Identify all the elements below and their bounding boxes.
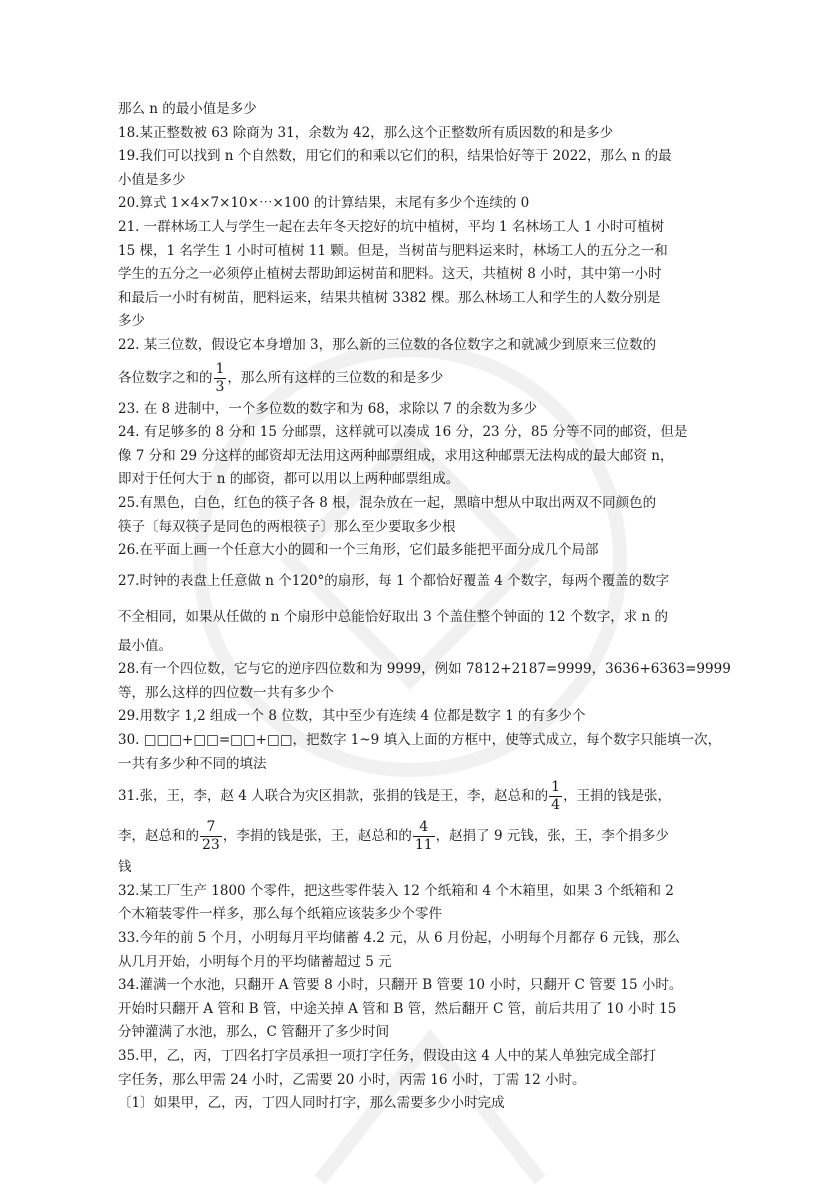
- angle-value: 120°: [291, 572, 325, 589]
- fraction-denominator: 23: [202, 837, 220, 854]
- text-segment: 的扇形，每 1 个都恰好覆盖 4 个数字，每两个覆盖的数字: [324, 572, 670, 589]
- text-line: 22. 某三位数，假设它本身增加 3，那么新的三位数的各位数字之和就减少到原来三位数的: [118, 336, 657, 353]
- text-line: 24. 有足够多的 8 分和 15 分邮票，这样就可以凑成 16 分，23 分，85 分等不同的邮资，但是: [118, 424, 688, 441]
- text-segment: ，赵捐了 9 元钱，张，王，李个捐多少: [435, 828, 669, 845]
- text-line: 一共有多少种不同的填法: [118, 755, 267, 772]
- text-line: 〔1〕如果甲，乙，丙，丁四人同时打字，那么需要多少小时完成: [118, 1095, 505, 1112]
- text-segment: 31.张，王，李，赵 4 人联合为灾区捐款，张捐的钱是王，李，赵总和的: [118, 788, 549, 805]
- text-line: 26.在平面上画一个任意大小的圆和一个三角形，它们最多能把平面分成几个局部: [118, 542, 599, 559]
- text-line: 那么 n 的最小值是多少: [118, 101, 257, 117]
- text-line: 个木箱装零件一样多，那么每个纸箱应该装多少个零件: [118, 906, 442, 923]
- text-line: 19.我们可以找到 n 个自然数，用它们的和乘以它们的积，结果恰好等于 2022，那么 n 的最: [118, 148, 672, 165]
- text-line: 18.某正整数被 63 除商为 31，余数为 42，那么这个正整数所有质因数的和是多少: [118, 124, 614, 141]
- text-line: 开始时只翻开 A 管和 B 管，中途关掉 A 管和 B 管，然后翻开 C 管，前后共用了 10 小时 15: [118, 1000, 677, 1017]
- text-line: 15 棵，1 名学生 1 小时可植树 11 颗。但是，当树苗与肥料运来时，林场工人的五分之一和: [118, 242, 668, 259]
- text-line: 33.今年的前 5 个月，小明每月平均储蓄 4.2 元，从 6 月份起，小明每个月都存 6 元钱，那么: [118, 930, 681, 947]
- text-line: 不全相同，如果从任做的 n 个扇形中总能恰好取出 3 个盖住整个钟面的 12 个数字，求 n 的: [118, 608, 668, 625]
- text-line: 30. □□□+□□=□□+□□，把数字 1~9 填入上面的方框中，使等式成立，每个数字只能填一次，: [118, 732, 722, 749]
- text-line: 筷子〔每双筷子是同色的两根筷子〕那么至少要取多少根: [118, 518, 456, 535]
- fraction-numerator: 7: [200, 819, 222, 837]
- text-line: 28.有一个四位数，它与它的逆序四位数和为 9999，例如 7812+2187=9999，3636+6363=9999: [118, 661, 731, 678]
- text-line-with-fraction: [118, 816, 718, 856]
- text-line: 多少: [118, 313, 145, 330]
- text-line: 34.灌满一个水池，只翻开 A 管要 8 小时，只翻开 B 管要 10 小时，只翻开 C 管要 15 小时。: [118, 977, 683, 994]
- fraction-denominator: 3: [215, 378, 225, 395]
- text-line-with-fraction: [118, 776, 718, 816]
- problem-text: [118, 98, 731, 1116]
- fraction-denominator: 4: [551, 797, 561, 814]
- text-line: 钱: [118, 859, 132, 876]
- text-line: 学生的五分之一必须停止植树去帮助卸运树苗和肥料。这天，共植树 8 小时，其中第一小时: [118, 266, 662, 283]
- text-segment: 27.时钟的表盘上任意做 n 个: [118, 572, 292, 589]
- fraction: [549, 779, 562, 814]
- text-segment: ，李捐的钱是张，王，赵总和的: [222, 828, 412, 845]
- text-line: 23. 在 8 进制中，一个多位数的数字和为 68，求除以 7 的余数为多少: [118, 400, 538, 417]
- text-line: 最小值。: [118, 637, 172, 654]
- text-line: 29.用数字 1,2 组成一个 8 位数，其中至少有连续 4 位都是数字 1 的有多少个: [118, 708, 586, 725]
- fraction: [200, 819, 222, 854]
- text-line: 分钟灌满了水池，那么，C 管翻开了多少时间: [118, 1024, 390, 1041]
- text-line: 和最后一小时有树苗，肥料运来，结果共植树 3382 棵。那么林场工人和学生的人数分别是: [118, 289, 661, 306]
- text-line: 小值是多少: [118, 171, 186, 188]
- text-line: 等，那么这样的四位数一共有多少个: [118, 684, 334, 701]
- text-segment: 李，赵总和的: [118, 828, 199, 845]
- fraction-numerator: 1: [551, 779, 561, 796]
- text-line-with-fraction: [118, 358, 718, 398]
- text-line: 32.某工厂生产 1800 个零件，把这些零件装入 12 个纸箱和 4 个木箱里，如果 3 个纸箱和 2: [118, 882, 674, 899]
- text-line: 字任务，那么甲需 24 小时，乙需要 20 小时，丙需 16 小时，丁需 12 小时。: [118, 1071, 586, 1088]
- text-line: 即对于任何大于 n 的邮资，都可以用以上两种邮票组成。: [118, 471, 460, 488]
- text-line: [118, 563, 718, 599]
- text-line: 25.有黑色，白色，红色的筷子各 8 根，混杂放在一起，黑暗中想从中取出两双不同颜色的: [118, 494, 657, 511]
- text-line: 像 7 分和 29 分这样的邮资却无法用这两种邮票组成，求用这种邮票无法构成的最大邮资 n，: [118, 447, 674, 464]
- text-line: 35.甲，乙，丙，丁四名打字员承担一项打字任务，假设由这 4 人中的某人单独完成全部打: [118, 1048, 657, 1064]
- fraction-denominator: 11: [414, 837, 433, 854]
- fraction-numerator: 4: [413, 819, 435, 837]
- fraction-numerator: 1: [215, 360, 225, 377]
- fraction: [413, 819, 435, 854]
- text-segment: 各位数字之和的: [118, 369, 213, 386]
- fraction: [214, 361, 227, 396]
- text-segment: ，王捐的钱是张，: [563, 788, 672, 805]
- text-line: 20.算式 1×4×7×10×⋯×100 的计算结果，末尾有多少个连续的 0: [118, 195, 530, 212]
- text-line: 21. 一群林场工人与学生一起在去年冬天挖好的坑中植树，平均 1 名林场工人 1 小时可植树: [118, 218, 665, 235]
- text-line: 从几月开始，小明每个月的平均储蓄超过 5 元: [118, 953, 392, 970]
- text-segment: ，那么所有这样的三位数的和是多少: [227, 369, 444, 386]
